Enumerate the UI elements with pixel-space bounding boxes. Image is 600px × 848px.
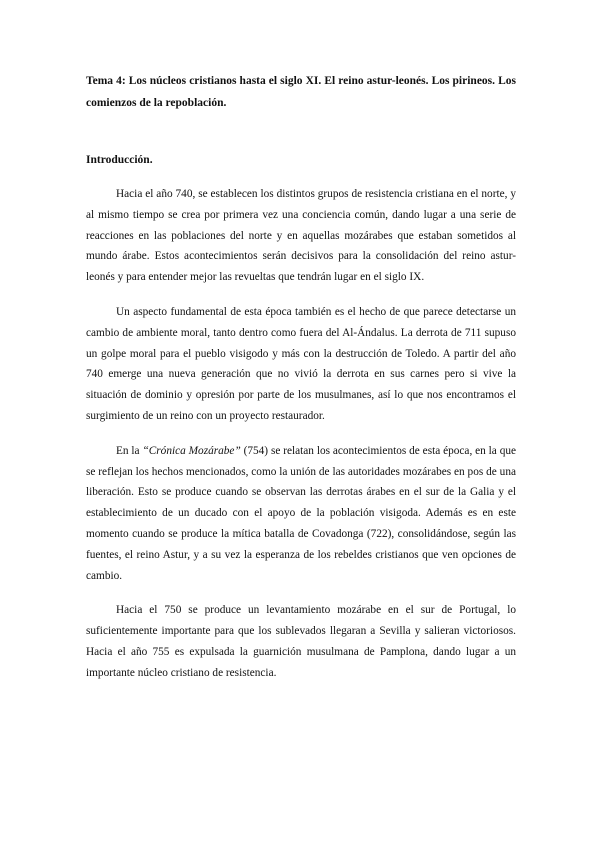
paragraph-4: Hacia el 750 se produce un levantamiento mozárabe en el sur de Portugal, lo suficientemente importante para que los sublevados llegaran a Sevilla y salieran victoriosos. Hacia el año 755 es expulsada la guarnición musulmana de Pamplona, dando lugar a un importante núcleo cristiano de resistencia. — [86, 604, 516, 679]
paragraph-3 — [86, 441, 516, 587]
section-heading: Introducción. — [86, 154, 153, 166]
document-title: Tema 4: Los núcleos cristianos hasta el siglo XI. El reino astur-leonés. Los pirineos. Los comienzos de la repoblación. — [86, 75, 516, 109]
document-body — [86, 184, 516, 698]
chronicle-title: “Crónica Mozárabe” — [142, 444, 241, 457]
paragraph-1: Hacia el año 740, se establecen los distintos grupos de resistencia cristiana en el norte, y al mismo tiempo se crea por primera vez una conciencia común, dando lugar a una serie de reacciones en las poblaciones del norte y en aquellas mozárabes que estaban sometidos al mundo árabe. Estos acontecimientos serán decisivos para la consolidación del reino astur-leonés y para entender mejor las revueltas que tendrán lugar en el siglo IX. — [86, 188, 516, 284]
paragraph-3-text: (754) se relatan los acontecimientos de esta época, en la que se reflejan los hechos mencionados, como la unión de las autoridades mozárabes en pos de una liberación. Esto se produce cuando se observan las derrotas árabes en el sur de la Galia y el establecimiento de un ducado con el apoyo de la población visigoda. Además es en este momento cuando se produce la mítica batalla de Covadonga (722), consolidándose, según las fuentes, el reino Astur, y a su vez la esperanza de los rebeldes cristianos que ven opciones de cambio. — [86, 444, 517, 582]
paragraph-2: Un aspecto fundamental de esta época también es el hecho de que parece detectarse un cambio de ambiente moral, tanto dentro como fuera del Al-Ándalus. La derrota de 711 supuso un golpe moral para el pueblo visigodo y más con la destrucción de Toledo. A partir del año 740 emerge una nueva generación que no vivió la derrota en sus carnes pero si vive la situación de dominio y opresión por parte de los musulmanes, así lo que nos encontramos el surgimiento de un reino con un proyecto restaurador. — [86, 305, 516, 422]
paragraph-3-lead: En la — [116, 444, 143, 457]
